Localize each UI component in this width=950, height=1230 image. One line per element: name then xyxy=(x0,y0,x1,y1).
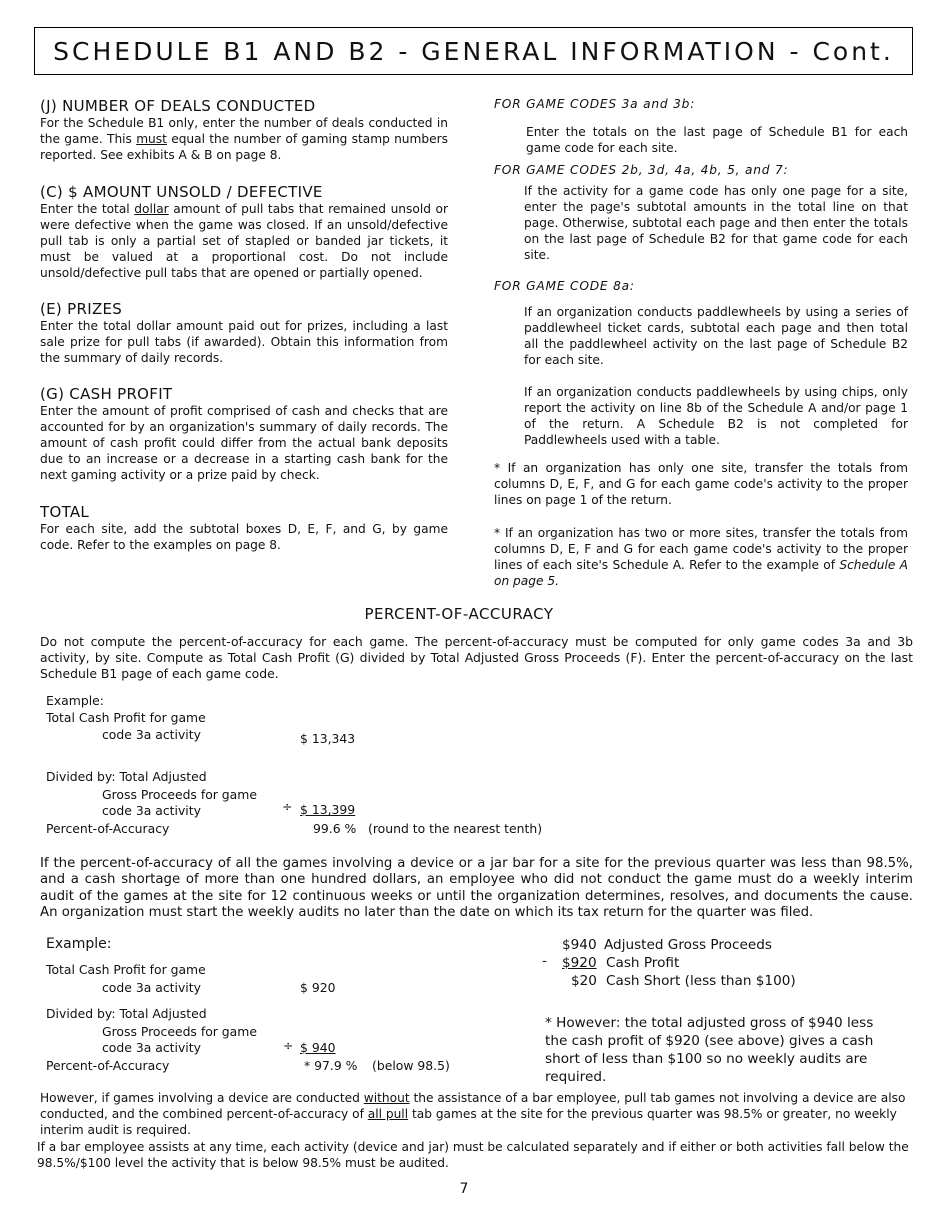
example-1-profit-label-2: code 3a activity xyxy=(102,727,201,742)
calc-line-2-amount: $920 xyxy=(562,955,597,971)
game-code-8a-body-1: If an organization conducts paddlewheels by using a series of paddlewheel ticket cards, subtotal each page and then total all the paddlewheel activity on the last page of Schedule B2 for each site. xyxy=(524,305,908,367)
game-codes-2 xyxy=(494,162,908,275)
game-codes-2-body: If the activity for a game code has only one page for a site, enter the page's subtotal amounts in the total line on that page. Otherwise, subtotal each page and then enter the totals on the last page of Schedule B2 for that game code for each site. xyxy=(524,184,908,262)
game-codes-3 xyxy=(494,96,908,168)
calc-line-1-amount: $940 xyxy=(562,937,597,953)
example-2-divide-symbol: ÷ xyxy=(283,1038,294,1053)
calc-line-3-label: Cash Short (less than $100) xyxy=(606,973,796,989)
example-1-profit-label-1: Total Cash Profit for game xyxy=(46,710,206,725)
accuracy-heading: PERCENT-OF-ACCURACY xyxy=(364,605,554,623)
section-c-emphasis: dollar xyxy=(134,202,169,216)
section-e-heading: (E) PRIZES xyxy=(40,300,123,318)
section-c-heading: (C) $ AMOUNT UNSOLD / DEFECTIVE xyxy=(40,183,323,201)
game-code-8a-body-2: If an organization conducts paddlewheels by using chips, only report the activity on line 8b of the Schedule A and/or page 1 of the return. A Schedule B2 is not completed for Paddlewheels used with a table. xyxy=(524,385,908,447)
calc-line-1-label: Adjusted Gross Proceeds xyxy=(604,937,772,953)
weekly-audit-paragraph: If the percent-of-accuracy of all the games involving a device or a jar bar for a site for the previous quarter was less than 98.5%, and a cash shortage of more than one hundred dollars, an employee who did not conduct the game must do a weekly interim audit of the games at the site for 12 continuous weeks or until the organization determines, resolves, and documents the cause. An organization must start the weekly audits no later than the date on which its tax return for the quarter was filed. xyxy=(40,856,913,920)
transfer-note-single-site xyxy=(494,460,908,508)
example-2-gross-value: $ 940 xyxy=(300,1040,336,1055)
example-1-divide-symbol: ÷ xyxy=(282,799,293,814)
however-emphasis-2: all pull xyxy=(367,1107,409,1121)
section-j-emphasis: must xyxy=(136,132,167,146)
game-code-8a xyxy=(494,278,908,460)
section-total-heading: TOTAL xyxy=(40,503,90,521)
example-1-gross-value: $ 13,399 xyxy=(300,802,356,817)
section-j-body xyxy=(40,115,448,163)
section-g-heading: (G) CASH PROFIT xyxy=(40,385,173,403)
section-j xyxy=(40,97,448,163)
example-1-poa-value: 99.6 % xyxy=(313,821,357,836)
example-1-gross-label-1: Gross Proceeds for game xyxy=(102,787,257,802)
however-emphasis-1: without xyxy=(363,1091,410,1105)
section-j-text-2: equal the number of gaming stamp numbers reported. See exhibits A & B on page 8. xyxy=(40,132,449,162)
section-j-heading: (J) NUMBER OF DEALS CONDUCTED xyxy=(40,97,316,115)
however-paragraph xyxy=(40,1090,910,1138)
example-2-profit-value: $ 920 xyxy=(300,980,336,995)
example-2-poa-note: (below 98.5) xyxy=(372,1058,450,1073)
example-1-poa-note: (round to the nearest tenth) xyxy=(368,821,543,836)
example-1-profit-value: $ 13,343 xyxy=(300,731,356,746)
section-c-text-2: amount of pull tabs that remained unsold or were defective when the game was closed. If an unsold/defective pull tab is only a partial set of stapled or banded jar tickets, it must be valued at a proportional cost. Do not include unsold/defective pull tabs that are opened or partially opened. xyxy=(40,202,448,280)
however-text-3: tab games at the site for the previous quarter was 98.5% or greater, no weekly interim audit is required. xyxy=(40,1107,897,1137)
calc-line-3-amount: $20 xyxy=(571,973,597,989)
however-text-2: the assistance of a bar employee, pull tab games not involving a device are also conducted, and the combined percent-of-accuracy of xyxy=(40,1091,906,1121)
however-text-1: However, if games involving a device are conducted xyxy=(40,1091,364,1105)
calc-line-2-label: Cash Profit xyxy=(606,955,680,971)
example-2-label: Example: xyxy=(46,936,112,952)
game-codes-3-label: FOR GAME CODES 3a and 3b: xyxy=(494,97,696,111)
example-2-divided-label: Divided by: Total Adjusted xyxy=(46,1006,207,1021)
page-title xyxy=(34,27,913,75)
game-code-8a-label: FOR GAME CODE 8a: xyxy=(494,279,635,293)
game-codes-3-body: Enter the totals on the last page of Schedule B1 for each game code for each site. xyxy=(526,125,908,156)
example-2-gross-label-2: code 3a activity xyxy=(102,1040,201,1055)
section-e-body: Enter the total dollar amount paid out for prizes, including a last sale prize for pull tabs (if awarded). Obtain this information from the summary of daily records. xyxy=(40,319,448,365)
game-codes-2-label: FOR GAME CODES 2b, 3d, 4a, 4b, 5, and 7: xyxy=(494,163,789,177)
accuracy-intro: Do not compute the percent-of-accuracy for each game. The percent-of-accuracy must be computed for only game codes 3a and 3b activity, by site. Compute as Total Cash Profit (G) divided by Total Adjusted Gross Proceeds (F). Enter the percent-of-accuracy on the last Schedule B1 page of each game code. xyxy=(40,634,913,681)
section-total xyxy=(40,503,448,553)
section-c xyxy=(40,183,448,281)
section-c-text-1: Enter the total xyxy=(40,202,135,216)
page-title-text: SCHEDULE B1 AND B2 - GENERAL INFORMATION - Cont. xyxy=(53,36,894,66)
calc-minus-sign: - xyxy=(542,953,547,969)
calc-note: * However: the total adjusted gross of $940 less the cash profit of $920 (see above) gives a cash short of less than $100 so no weekly audits are required. xyxy=(545,1015,874,1085)
transfer-note-multi-site xyxy=(494,525,908,589)
example-1-poa-label: Percent-of-Accuracy xyxy=(46,821,170,836)
section-total-body: For each site, add the subtotal boxes D, E, F, and G, by game code. Refer to the examples on page 8. xyxy=(40,522,448,552)
transfer-note-multi-site-text xyxy=(494,525,908,589)
example-1-divided-label: Divided by: Total Adjusted xyxy=(46,769,207,784)
transfer-note-multi-site-text-1: * If an organization has two or more sites, transfer the totals from columns D, E, F and G for each game code's activity to the proper lines of each site's Schedule A. Refer to the example of xyxy=(494,526,908,572)
transfer-note-multi-site-italic: Schedule A on page 5. xyxy=(494,558,908,588)
example-1-label: Example: xyxy=(46,693,104,708)
page-number: 7 xyxy=(459,1181,469,1197)
example-1-gross-label-2: code 3a activity xyxy=(102,803,201,818)
example-2-gross-label-1: Gross Proceeds for game xyxy=(102,1024,257,1039)
section-c-body xyxy=(40,201,448,281)
section-j-text-1: For the Schedule B1 only, enter the number of deals conducted in the game. This xyxy=(40,116,448,146)
section-g xyxy=(40,385,448,483)
example-2-profit-label-2: code 3a activity xyxy=(102,980,201,995)
transfer-note-single-site-text: * If an organization has only one site, transfer the totals from columns D, E, F, and G for each game code's activity to the proper lines on page 1 of the return. xyxy=(494,461,908,507)
example-2-profit-label-1: Total Cash Profit for game xyxy=(46,962,206,977)
example-2-poa-value: * 97.9 % xyxy=(304,1058,358,1073)
section-e xyxy=(40,300,448,366)
bar-employee-paragraph: If a bar employee assists at any time, each activity (device and jar) must be calculated separately and if either or both activities fall below the 98.5%/$100 level the activity that is below 98.5% must be audited. xyxy=(37,1140,909,1170)
section-g-body: Enter the amount of profit comprised of cash and checks that are accounted for by an organization's summary of daily records. The amount of cash profit could differ from the actual bank deposits due to an increase or a decrease in a starting cash bank for the next gaming activity or a prize paid by check. xyxy=(40,404,448,482)
example-2-poa-label: Percent-of-Accuracy xyxy=(46,1058,170,1073)
